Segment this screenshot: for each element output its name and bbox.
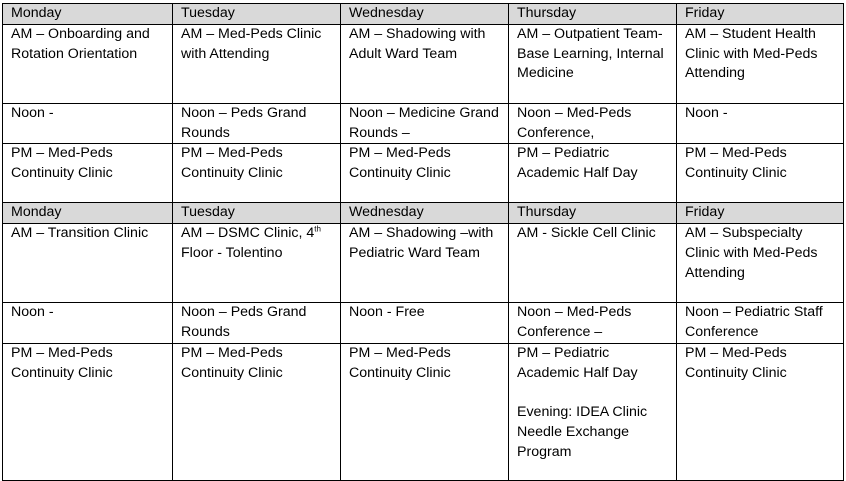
week1-header-row (3, 4, 844, 25)
week2-am-tuesday (173, 224, 341, 303)
week2-header-thursday: Thursday (509, 203, 677, 224)
week2-pm-thursday-text: PM – Pediatric Academic Half Day (517, 344, 638, 381)
week1-pm-monday: PM – Med-Peds Continuity Clinic (3, 144, 173, 203)
week2-am-friday: AM – Subspecialty Clinic with Med-Peds Attending (677, 224, 844, 303)
week1-am-row (3, 24, 844, 103)
week2-header-tuesday: Tuesday (173, 203, 341, 224)
week1-pm-thursday: PM – Pediatric Academic Half Day (509, 144, 677, 203)
week1-am-monday: AM – Onboarding and Rotation Orientation (3, 24, 173, 103)
week2-noon-friday: Noon – Pediatric Staff Conference (677, 303, 844, 344)
week2-pm-tuesday: PM – Med-Peds Continuity Clinic (173, 343, 341, 480)
week2-noon-row (3, 303, 844, 344)
week2-noon-tuesday: Noon – Peds Grand Rounds (173, 303, 341, 344)
week1-noon-thursday: Noon – Med-Peds Conference, (509, 103, 677, 144)
week1-pm-friday: PM – Med-Peds Continuity Clinic (677, 144, 844, 203)
week1-header-thursday: Thursday (509, 4, 677, 25)
week1-am-thursday: AM – Outpatient Team-Base Learning, Internal Medicine (509, 24, 677, 103)
week2-noon-wednesday: Noon - Free (341, 303, 509, 344)
week1-header-monday: Monday (3, 4, 173, 25)
week1-header-wednesday: Wednesday (341, 4, 509, 25)
week2-evening-thursday: Evening: IDEA Clinic Needle Exchange Program (517, 404, 648, 460)
week1-header-friday: Friday (677, 4, 844, 25)
week1-pm-wednesday: PM – Med-Peds Continuity Clinic (341, 144, 509, 203)
week2-pm-monday: PM – Med-Peds Continuity Clinic (3, 343, 173, 480)
week2-am-wednesday: AM – Shadowing –with Pediatric Ward Team (341, 224, 509, 303)
week2-header-row (3, 203, 844, 224)
week2-am-row (3, 224, 844, 303)
week2-header-friday: Friday (677, 203, 844, 224)
week2-pm-wednesday: PM – Med-Peds Continuity Clinic (341, 343, 509, 480)
week1-am-friday: AM – Student Health Clinic with Med-Peds Attending (677, 24, 844, 103)
week2-pm-thursday (509, 343, 677, 480)
week2-header-monday: Monday (3, 203, 173, 224)
week1-noon-monday: Noon - (3, 103, 173, 144)
week1-noon-wednesday: Noon – Medicine Grand Rounds – (341, 103, 509, 144)
week1-noon-tuesday: Noon – Peds Grand Rounds (173, 103, 341, 144)
week2-am-tuesday-text2: Floor - Tolentino (181, 244, 283, 261)
week1-noon-row (3, 103, 844, 144)
ordinal-suffix: th (314, 224, 321, 234)
week2-am-thursday: AM - Sickle Cell Clinic (509, 224, 677, 303)
week1-pm-tuesday: PM – Med-Peds Continuity Clinic (173, 144, 341, 203)
week1-am-tuesday: AM – Med-Peds Clinic with Attending (173, 24, 341, 103)
week1-pm-row (3, 144, 844, 203)
week1-am-wednesday: AM – Shadowing with Adult Ward Team (341, 24, 509, 103)
week1-noon-friday: Noon - (677, 103, 844, 144)
week2-noon-monday: Noon - (3, 303, 173, 344)
week2-pm-row (3, 343, 844, 480)
week2-pm-friday: PM – Med-Peds Continuity Clinic (677, 343, 844, 480)
rotation-schedule-table (2, 3, 844, 481)
week1-header-tuesday: Tuesday (173, 4, 341, 25)
week2-header-wednesday: Wednesday (341, 203, 509, 224)
week2-am-tuesday-text: AM – DSMC Clinic, 4 (181, 225, 315, 242)
week2-am-monday: AM – Transition Clinic (3, 224, 173, 303)
week2-noon-thursday: Noon – Med-Peds Conference – (509, 303, 677, 344)
